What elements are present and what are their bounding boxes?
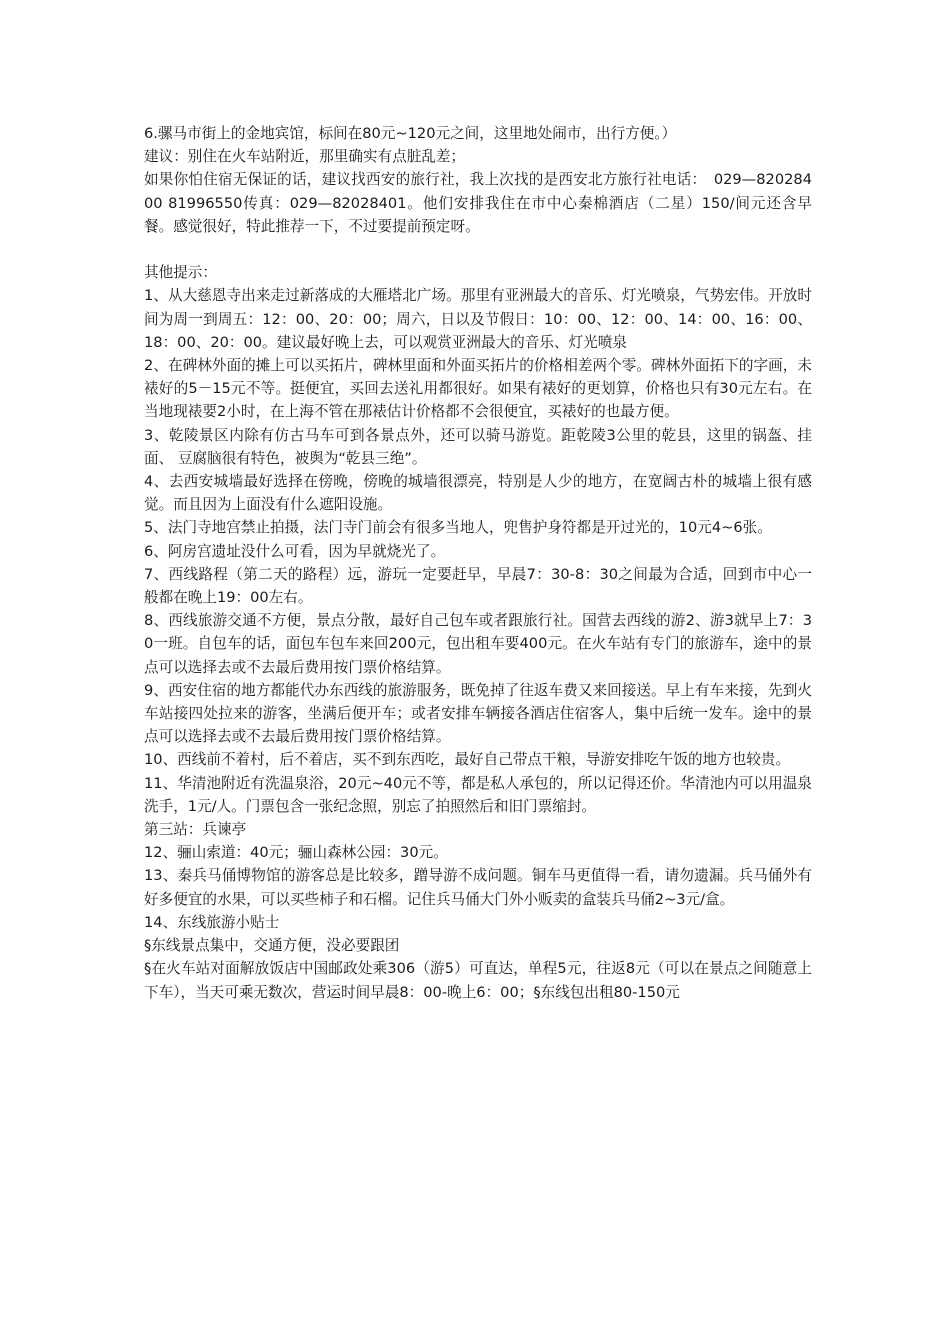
paragraph-hotel-jindi: 6.骡马市街上的金地宾馆，标间在80元~120元之间，这里地处闹市，出行方便。） <box>144 125 677 142</box>
tip-12: 12、骊山索道：40元；骊山森林公园：30元。 <box>144 844 448 862</box>
paragraph-travel-agency: 如果你怕住宿无保证的话，建议找西安的旅行社，我上次找的是西安北方旅行社电话： 029—82028400 81996550传真：029—82028401。他们安排我住在市中心秦棉酒店（二星）150/间元还含早餐。感觉很好，特此推荐一下，不过要提前预定呀。 <box>144 171 812 235</box>
tip-11: 11、华清池附近有洗温泉浴，20元~40元不等，都是私人承包的，所以记得还价。华清池内可以用温泉洗手，1元/人。门票包含一张纪念照，别忘了拍照然后和旧门票缩封。 <box>144 774 812 815</box>
tip-7: 7、西线路程（第二天的路程）远，游玩一定要赶早，早晨7：30-8：30之间最为合适，回到市中心一般都在晚上19：00左右。 <box>144 565 812 607</box>
tip-5: 5、法门寺地宫禁止拍摄，法门寺门前会有很多当地人，兜售护身符都是开过光的，10元4~6张。 <box>144 519 772 537</box>
tip-8: 8、西线旅游交通不方便，景点分散，最好自己包车或者跟旅行社。国营去西线的游2、游3就早上7：30一班。自包车的话，面包车包车来回200元，包出租车要400元。在火车站有专门的旅游车，途中的景点可以选择去或不去最后费用按门票价格结算。 <box>144 612 812 676</box>
document-page <box>144 122 812 1004</box>
tip-9: 9、西安住宿的地方都能代办东西线的旅游服务，既免掉了往返车费又来回接送。早上有车来接，先到火车站接四处拉来的游客，坐满后便开车；或者安排车辆接各酒店住宿客人，集中后统一发车。途中的景点可以选择去或不去最后费用按门票价格结算。 <box>144 681 812 746</box>
section-heading-other-tips: 其他提示： <box>144 264 217 282</box>
tip-13: 13、秦兵马俑博物馆的游客总是比较多，蹭导游不成问题。铜车马更值得一看，请勿遗漏。兵马俑外有好多便宜的水果，可以买些柿子和石榴。记住兵马俑大门外小贩卖的盒装兵马俑2~3元/盒。 <box>144 867 812 908</box>
tip-14: 14、东线旅游小贴士 <box>144 913 280 931</box>
tip-10: 10、西线前不着村，后不着店，买不到东西吃，最好自己带点干粮，导游安排吃午饭的地方也较贵。 <box>144 751 791 769</box>
paragraph-advice: 建议：别住在火车站附近，那里确实有点脏乱差； <box>144 148 466 166</box>
stop-three-heading: 第三站：兵谏亭 <box>144 821 247 839</box>
east-line-note-2: §在火车站对面解放饭店中国邮政处乘306（游5）可直达，单程5元，往返8元（可以在景点之间随意上下车），当天可乘无数次，营运时间早晨8：00-晚上6：00；§东线包出租80-150元 <box>144 960 812 1001</box>
blank-line <box>144 238 812 261</box>
tip-3: 3、乾陵景区内除有仿古马车可到各景点外，还可以骑马游览。距乾陵3公里的乾县，这里的锅盔、挂面、 豆腐脑很有特色，被舆为“乾县三绝”。 <box>144 426 812 467</box>
tip-1: 1、从大慈恩寺出来走过新落成的大雁塔北广场。那里有亚洲最大的音乐、灯光喷泉，气势宏伟。开放时间为周一到周五：12：00、20：00；周六，日以及节假日：10：00、12：00、14：00、16：00、18：00、20：00。建议最好晚上去，可以观赏亚洲最大的音乐、灯光喷泉 <box>144 287 812 351</box>
tip-4: 4、去西安城墙最好选择在傍晚，傍晚的城墙很漂亮，特别是人少的地方，在宽阔古朴的城墙上很有感觉。而且因为上面没有什么遮阳设施。 <box>144 473 812 514</box>
tip-2: 2、在碑林外面的摊上可以买拓片，碑林里面和外面买拓片的价格相差两个零。碑林外面拓下的字画，未裱好的5－15元不等。挺便宜，买回去送礼用都很好。如果有裱好的更划算，价格也只有30元左右。在当地现裱要2小时，在上海不管在那裱估计价格都不会很便宜，买裱好的也最方便。 <box>144 357 812 421</box>
east-line-note-1: §东线景点集中，交通方便，没必要跟团 <box>144 937 400 955</box>
tip-6: 6、阿房宫遗址没什么可看，因为早就烧光了。 <box>144 542 446 560</box>
